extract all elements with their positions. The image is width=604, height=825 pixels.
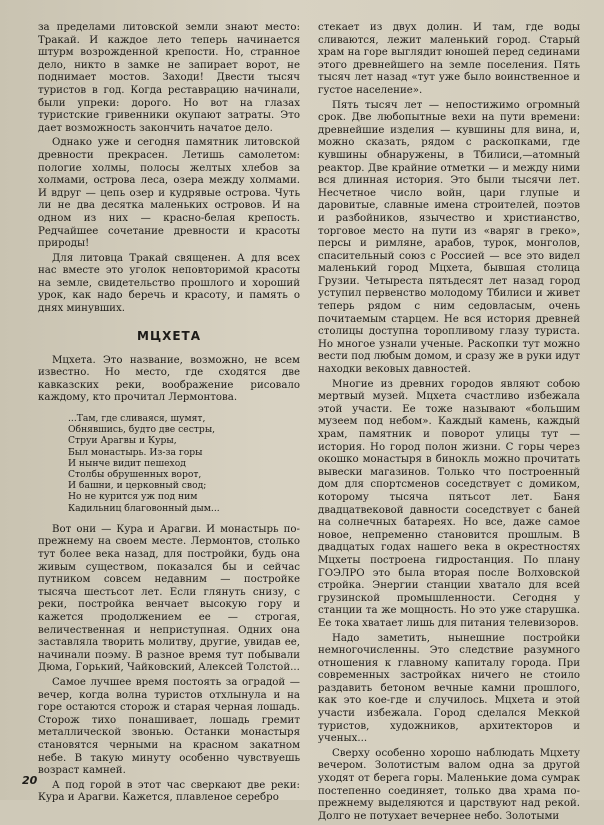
poem-line: Кадильниц благовонный дым... (68, 502, 220, 514)
page-number: 20 (22, 774, 38, 787)
paragraph: за пределами литовской земли знают место: Тракай. И каждое лето теперь начинается штурм возрожденной крепости. Но, странное дело, никто в замке не запирает ворот, не поднимает мостов. Заходи! Двести тысяч туристов в год. Когда реставрацию начинали, были упреки: дорого. Но вот на глазах туристские гривенники окупают затраты. Это дает возможность закончить начатое дело. (38, 22, 300, 134)
paragraph: Пять тысяч лет — непостижимо огромный срок. Две любопытные вехи на пути времени: древнейшие изделия — кувшины для вина, и, можно сказать, рядом с раскопками, где кувшины обнаружены, в Тбилиси,—атомный реактор. Две крайние отметки — и между ними вся длинная история. Это были тысячи лет. Несчетное число войн, цари глупые и даровитые, славные имена строителей, поэтов и разбойников, язычество и христианство, торговое место на пути из «варяг в греко», персы и римляне, арабов, турок, монголов, спасительный союз с Россией — все это видел маленький город Мцхета, бывшая столица Грузии. Четыреста пятьдесят лет назад город уступил первенство молодому Тбилиси и живет теперь рядом с ним седовласым, очень почитаемым старцем. Не вся история древней столицы доступна торопливому глазу туриста. Но многое узнали ученые. Раскопки тут можно вести под любым домом, и сразу же в руки идут находки вековых давностей. (318, 99, 580, 376)
paragraph: Однако уже и сегодня памятник литовской древности прекрасен. Летишь самолетом: пологие холмы, полосы желтых хлебов за холмами, острова леса, озера между холмами. И вдруг — цепь озер и кудрявые острова. Чуть ли не два десятка маленьких островов. И на одном из них — красно-белая крепость. Редчайшее сочетание древности и красоты природы! (38, 137, 300, 250)
section-title: МЦХЕТА (137, 328, 201, 343)
paragraph: стекает из двух долин. И там, где воды сливаются, лежит маленький город. Старый храм на горе выглядит юношей перед сединами этого древнейшего на земле поселения. Пять тысяч лет назад «тут уже было воинственное и густое население». (318, 22, 580, 96)
poem-line: ...Там, где сливаяся, шумят, (68, 413, 206, 425)
paragraph: Сверху особенно хорошо наблюдать Мцхету вечером. Золотистым валом одна за другой уходят от берега горы. Маленькие дома сумрак постепенно соединяет, только два храма по-прежнему выделяются и царствуют над рекой. Долго не потухает вечернее небо. Золотыми (318, 747, 580, 822)
poem-quote (68, 413, 300, 514)
paragraph: Многие из древних городов являют собою мертвый музей. Мцхета счастливо избежала этой участи. Ее тоже называют «большим музеем под небом». Каждый камень, каждый храм, памятник и поворот улицы тут — история. Но город полон жизни. С горы через окошко монастыря в бинокль можно прочитать вывески магазинов. Только что построенный дом для спортсменов соседствует с домиком, которому тысяча пятьсот лет. Баня двадцатвековой давности соседствует с баней на солнечных батареях. Но все, даже самое новое, непременно становится прошлым. В двадцатых годах нашего века в окрестностях Мцхеты построена гидростанция. По плану ГОЭЛРО это была вторая после Волховской стройка. Энергии станции хватало для всей грузинской промышленности. Сегодня у станции та же мощность. Но это уже старушка. Ее тока хватает лишь для питания телевизоров. (318, 378, 580, 629)
poem-line: Струи Арагвы и Куры, (68, 435, 177, 447)
paragraph: Вот они — Кура и Арагви. И монастырь по-прежнему на своем месте. Лермонтов, столько тут более века назад, для постройки, будь она живым существом, показался бы и сейчас путником совсем недавним — постройке тысяча шестьсот лет. Если глянуть снизу, с реки, постройка венчает высокую гору и кажется продолжением ее — строгая, величественная и неприступная. Одних она заставляла творить молитву, другие, увидав ее, начинали поэму. В разное время тут побывали Дюма, Горький, Чайковский, Алексей Толстой... (38, 523, 300, 674)
paragraph: Мцхета. Это название, возможно, не всем известно. Но место, где сходятся две кавказских реки, воображение рисовало каждому, кто прочитал Лермонтова. (38, 354, 300, 404)
right-column (318, 22, 580, 825)
poem-line: Столбы обрушенных ворот, (68, 469, 202, 481)
poem-line: И нынче видит пешеход (68, 457, 186, 469)
paragraph: Надо заметить, нынешние постройки немногочисленны. Это следствие разумного отношения к главному капиталу города. При современных застройках ничего не стоило раздавить бетоном вечные камни прошлого, как это кое-где и случилось. Мцхета и этой участи избежала. Город сделался Меккой туристов, художников, архитекторов и ученых... (318, 632, 580, 745)
paragraph: А под горой в этот час сверкают две реки: Кура и Арагви. Кажется, плавленое серебро (38, 779, 300, 804)
paragraph: Для литовца Тракай священен. А для всех нас вместе это уголок неповторимой красоты на земле, свидетельство прошлого и хороший урок, как надо беречь и красоту, и память о днях минувших. (38, 252, 300, 315)
poem-line: Но не курится уж под ним (68, 491, 198, 503)
poem-line: Обнявшись, будто две сестры, (68, 424, 216, 436)
poem-line: Был монастырь. Из-за горы (68, 446, 203, 458)
paragraph: Самое лучшее время постоять за оградой — вечер, когда волна туристов отхлынула и на горе остаются сторож и старая черная лошадь. Сторож тихо понашивает, лошадь гремит металлической звонью. Останки монастыря становятся черными на красном закатном небе. В такую минуту особенно чувствуешь возраст камней. (38, 676, 300, 777)
left-column (38, 22, 300, 807)
poem-line: И башни, и церковный свод; (68, 480, 207, 492)
